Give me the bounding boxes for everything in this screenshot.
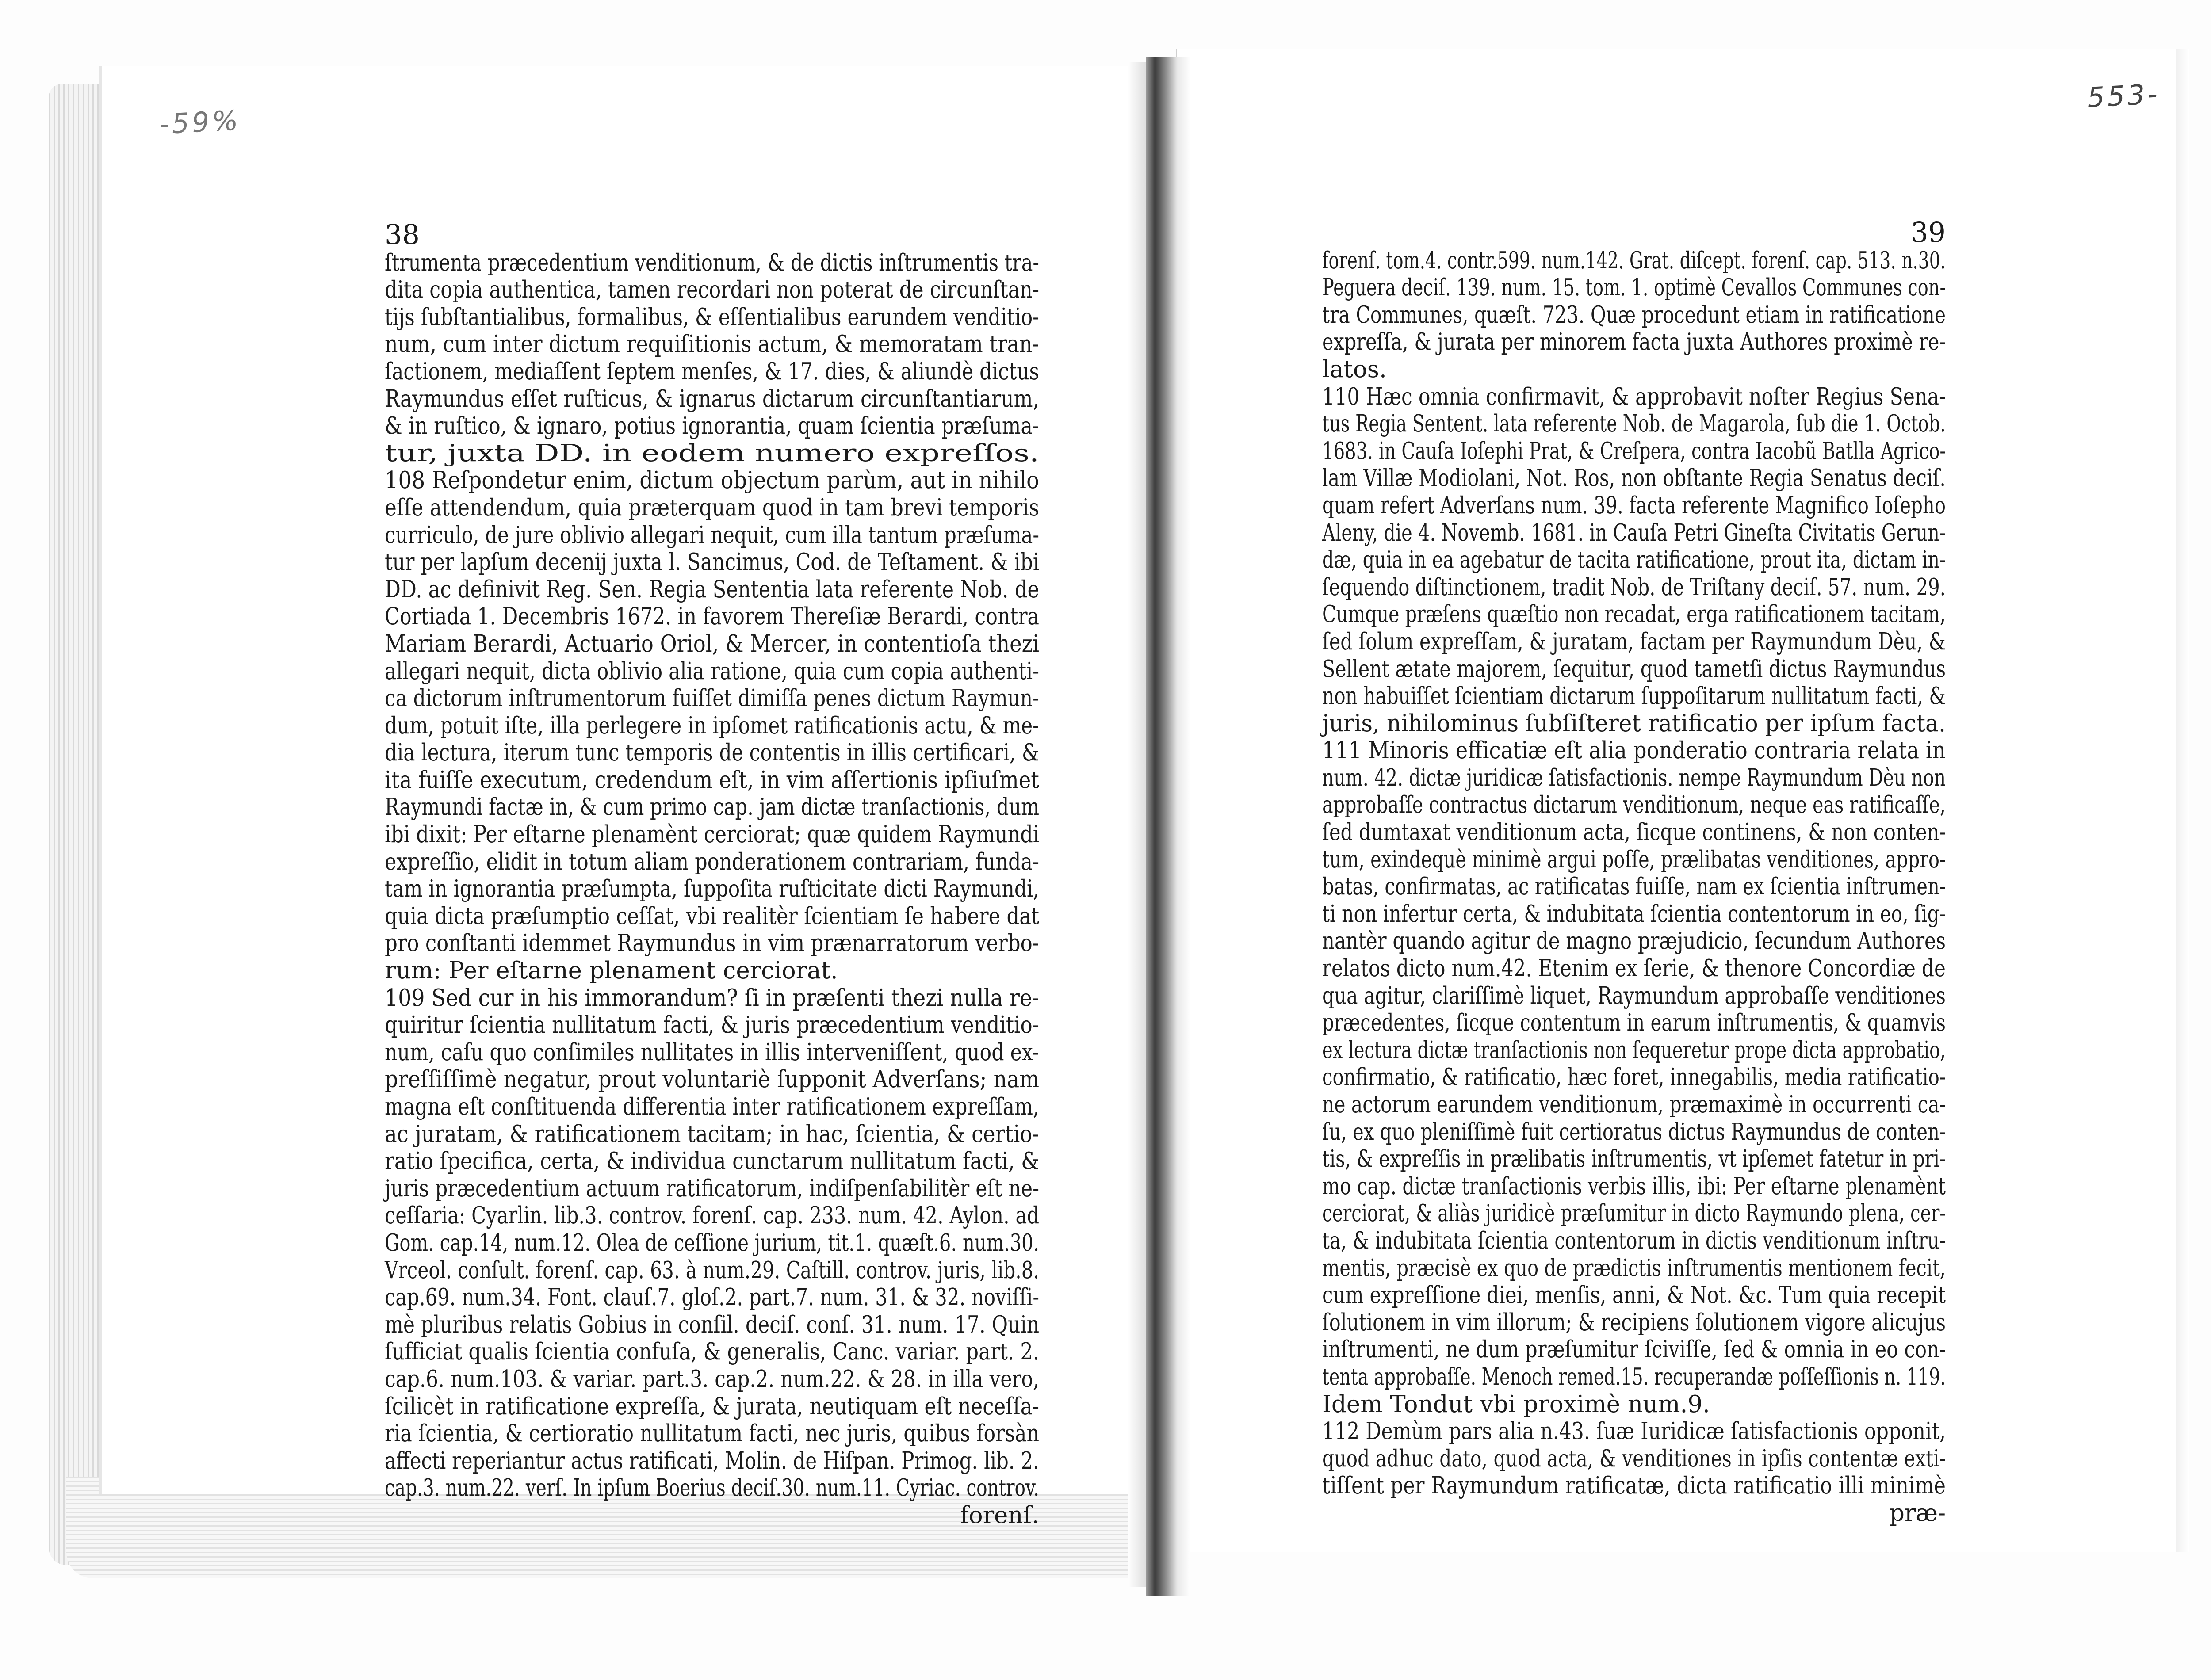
text-line: Cumque præſens quæſtio non recadat, erga ratificationem tacitam, (1322, 601, 1946, 628)
text-line: ne actorum earundem venditionum, præmaximè in occurrenti ca- (1322, 1091, 1946, 1118)
text-line: latos. (1322, 355, 1387, 383)
text-line: cum expreſſione diei, menſis, anni, & Not. &c. Tum quia recepit (1322, 1282, 1946, 1309)
text-line: affecti reperiantur actus ratificati, Molin. de Hiſpan. Primog. lib. 2. (385, 1447, 1039, 1474)
text-line: relatos dicto num.42. Etenim ex ſerie, & thenore Concordiæ de (1322, 955, 1946, 982)
text-line: tur, juxta DD. in eodem numero expreſſos. (385, 439, 1039, 467)
text-line: cap.3. num.22. verſ. In ipſum Boerius deciſ.30. num.11. Cyriac. controv. (385, 1474, 1039, 1502)
text-line: rum: Per eſtarne plenament cerciorat. (385, 957, 838, 985)
text-line: præcedentes, ſicque contentum in earum inſtrumentis, & quamvis (1322, 1009, 1946, 1037)
text-line: tur per lapſum decenij juxta l. Sancimus, Cod. de Teſtament. & ibi (385, 549, 1039, 576)
text-line: inſtrumenti, ne dum præſumitur ſciviſſe, ſed & omnia in eo con- (1322, 1336, 1946, 1363)
text-line: ceſſaria: Cyarlin. lib.3. controv. forenſ. cap. 233. num. 42. Aylon. ad (385, 1202, 1039, 1229)
book-gutter (1146, 57, 1190, 1596)
text-line: ratio ſpecifica, certa, & individua cunctarum nullitatum facti, & (385, 1148, 1039, 1175)
text-line: ſtrumenta præcedentium venditionum, & de dictis inſtrumentis tra- (385, 249, 1039, 276)
text-line: allegari nequit, dicta oblivio alia ratione, quia cum copia authenti- (385, 657, 1039, 685)
text-line: ex lectura dictæ tranſactionis non ſequeretur prope dicta approbatio, (1322, 1036, 1946, 1064)
text-line: cap.6. num.103. & variar. part.3. cap.2. num.22. & 28. in illa vero, (385, 1365, 1039, 1393)
text-line: batas, confirmatas, ac ratificatas fuiſſe, nam ex ſcientia inſtrumen- (1322, 873, 1946, 901)
text-line: Peguera deciſ. 139. num. 15. tom. 1. optimè Cevallos Communes con- (1322, 274, 1946, 302)
text-line: ria ſcientia, & certioratio nullitatum facti, nec juris, quibus forsàn (385, 1420, 1039, 1447)
text-line: tum, exindequè minimè argui poſſe, prælibatas venditiones, appro- (1322, 846, 1946, 873)
text-line: mentis, præcisè ex quo de prædictis inſtrumentis mentionem fecit, (1322, 1254, 1946, 1282)
text-line: non habuiſſet ſcientiam dictarum ſuppoſitarum nullitatum facti, & (1322, 683, 1946, 710)
handwritten-folio-left: -59% (158, 104, 241, 141)
text-line: nantèr quando agitur de magno præjudicio, ſecundum Authores (1322, 928, 1946, 955)
text-line: ibi dixit: Per eſtarne plenamènt cerciorat; quæ quidem Raymundi (385, 821, 1039, 848)
text-line: ca dictorum inſtrumentorum fuiſſet dimiſſa penes dictum Raymun- (385, 685, 1039, 712)
text-line: mè pluribus relatis Gobius in conſil. deciſ. conſ. 31. num. 17. Quin (385, 1311, 1039, 1338)
text-line: Cortiada 1. Decembris 1672. in favorem Thereſiæ Berardi, contra (385, 603, 1039, 630)
text-line: juris, nihilominus ſubſiſteret ratificatio per ipſum facta. (1322, 710, 1946, 737)
text-line: quod adhuc dato, quod acta, & venditiones in ipſis contentæ exti- (1322, 1445, 1946, 1472)
text-line: ta, & indubitata ſcientia contentorum in dictis venditionum inſtru- (1322, 1227, 1946, 1254)
right-page-text (1322, 216, 1946, 1527)
text-line: eſſe attendendum, quia præterquam quod in tam brevi temporis (385, 494, 1039, 521)
text-line: quia dicta præſumptio ceſſat, vbi realitèr ſcientiam ſe habere dat (385, 902, 1039, 930)
text-line: Raymundus eſſet ruſticus, & ignarus dictarum circunſtantiarum, (385, 385, 1039, 412)
text-line: tis, & expreſſis in prælibatis inſtrumentis, vt ipſemet fatetur in pri- (1322, 1145, 1946, 1173)
text-line: juris præcedentium actuum ratificatorum, indiſpenſabilitèr eſt ne- (385, 1175, 1039, 1202)
text-line: Aleny, die 4. Novemb. 1681. in Cauſa Petri Gineſta Civitatis Gerun- (1322, 519, 1946, 546)
text-line: ſufficiat qualis ſcientia confuſa, & generalis, Canc. variar. part. 2. (385, 1338, 1039, 1366)
text-line: expreſſio, elidit in totum aliam ponderationem contrariam, funda- (385, 848, 1039, 875)
text-line: num. 42. dictæ juridicæ ſatisfactionis. nempe Raymundum Dèu non (1322, 764, 1946, 791)
page-number-right: 39 (1911, 216, 1946, 248)
text-line: tiſſent per Raymundum ratificatæ, dicta ratificatio illi minimè (1322, 1472, 1946, 1500)
catchword-right: præ- (1890, 1499, 1946, 1527)
text-line: magna eſt conſtituenda differentia inter ratificationem expreſſam, (385, 1093, 1039, 1120)
text-line: dita copia authentica, tamen recordari non poterat de circunſtan- (385, 276, 1039, 304)
catchword-left: forenſ. (960, 1501, 1039, 1529)
text-line: quam refert Adverſans num. 39. facta referente Magnifico Ioſepho (1322, 492, 1946, 519)
text-line: preſſiſſimè negatur, prout voluntariè ſupponit Adverſans; nam (385, 1066, 1039, 1093)
text-line: cap.69. num.34. Font. clauſ.7. gloſ.2. part.7. num. 31. & 32. noviſſi- (385, 1284, 1039, 1311)
text-line: Sellent ætate majorem, ſequitur, quod tametſi dictus Raymundus (1322, 655, 1946, 683)
text-line: Idem Tondut vbi proximè num.9. (1322, 1390, 1710, 1418)
text-line: 109 Sed cur in his immorandum? ſi in præſenti thezi nulla re- (385, 984, 1039, 1012)
page-stack-edge (49, 84, 102, 1565)
handwritten-folio-right: 553- (2086, 77, 2161, 114)
text-line: qua agitur, clariſſimè liquet, Raymundum approbaſſe venditiones (1322, 982, 1946, 1009)
left-page-text (385, 218, 1039, 1529)
text-line: 112 Demùm pars alia n.43. ſuæ Iuridicæ ſatisfactionis opponit, (1322, 1418, 1946, 1445)
text-line: 110 Hæc omnia confirmavit, & approbavit noſter Regius Sena- (1322, 383, 1946, 410)
text-line: tra Communes, quæſt. 723. Quæ procedunt etiam in ratificatione (1322, 301, 1946, 328)
text-line: 108 Reſpondetur enim, dictum objectum parùm, aut in nihilo (385, 467, 1039, 494)
text-line: ſed ſolum expreſſam, & juratam, factam per Raymundum Dèu, & (1322, 628, 1946, 655)
text-line: Mariam Berardi, Actuario Oriol, & Mercer, in contentioſa thezi (385, 630, 1039, 657)
text-line: forenſ. tom.4. contr.599. num.142. Grat. diſcept. forenſ. cap. 513. n.30. (1322, 247, 1946, 274)
text-line: tenta approbaſſe. Menoch remed.15. recuperandæ poſſeſſionis n. 119. (1322, 1363, 1946, 1390)
text-line: dia lectura, iterum tunc temporis de contentis in illis certificari, & (385, 739, 1039, 767)
text-line: 111 Minoris efficatiæ eſt alia ponderatio contraria relata in (1322, 737, 1946, 764)
text-line: ſequendo diſtinctionem, tradit Nob. de Triſtany deciſ. 57. num. 29. (1322, 573, 1946, 601)
text-line: lam Villæ Modiolani, Not. Ros, non obſtante Regia Senatus deciſ. (1322, 465, 1946, 492)
text-line: approbaſſe contractus dictarum venditionum, neque eas ratificaſſe, (1322, 791, 1946, 819)
text-line: Raymundi factæ in, & cum primo cap. jam dictæ tranſactionis, dum (385, 794, 1039, 821)
text-line: quiritur ſcientia nullitatum facti, & juris præcedentium venditio- (385, 1012, 1039, 1039)
text-line: expreſſa, & jurata per minorem facta juxta Authores proximè re- (1322, 328, 1946, 356)
text-line: ſolutionem in vim illorum; & recipiens ſolutionem vigore alicujus (1322, 1309, 1946, 1336)
text-line: tam in ignorantia præſumpta, ſuppoſita ruſticitate dicti Raymundi, (385, 875, 1039, 903)
left-page-lines (385, 249, 1039, 1502)
text-line: Vrceol. conſult. forenſ. cap. 63. à num.29. Caſtill. controv. juris, lib.8. (385, 1256, 1039, 1284)
text-line: dum, potuit iſte, illa perlegere in ipſomet ratificationis actu, & me- (385, 712, 1039, 739)
text-line: tus Regia Sentent. lata referente Nob. de Magarola, ſub die 1. Octob. (1322, 410, 1946, 438)
text-line: confirmatio, & ratificatio, hæc foret, innegabilis, media ratificatio- (1322, 1064, 1946, 1091)
right-page-lines (1322, 247, 1946, 1500)
text-line: dæ, quia in ea agebatur de tacita ratificatione, prout ita, dictam in- (1322, 546, 1946, 574)
right-page-edge (2176, 49, 2189, 1552)
text-line: tijs ſubſtantialibus, formalibus, & eſſentialibus earundem venditio- (385, 303, 1039, 331)
page-number-left: 38 (385, 218, 420, 251)
text-line: ſcilicèt in ratificatione expreſſa, & jurata, neutiquam eſt neceſſa- (385, 1393, 1039, 1420)
text-line: mo cap. dictæ tranſactionis verbis illis, ibi: Per eſtarne plenamènt (1322, 1172, 1946, 1200)
text-line: num, cum inter dictum requiſitionis actum, & memoratam tran- (385, 331, 1039, 358)
text-line: ita fuiſſe executum, credendum eſt, in vim aſſertionis ipſiuſmet (385, 766, 1039, 794)
text-line: 1683. in Cauſa Ioſephi Prat, & Creſpera, contra Iacobũ Batlla Agrico- (1322, 437, 1946, 465)
text-line: DD. ac definivit Reg. Sen. Regia Sententia lata referente Nob. de (385, 576, 1039, 603)
text-line: ti non infertur certa, & indubitata ſcientia contentorum in eo, ſig- (1322, 900, 1946, 928)
text-line: ſed dumtaxat venditionum acta, ſicque continens, & non conten- (1322, 819, 1946, 846)
text-line: num, caſu quo conſimiles nullitates in illis interveniſſent, quod ex- (385, 1039, 1039, 1066)
text-line: & in ruſtico, & ignaro, potius ignorantia, quam ſcientia præſuma- (385, 412, 1039, 440)
text-line: pro conſtanti idemmet Raymundus in vim prænarratorum verbo- (385, 930, 1039, 957)
text-line: curriculo, de jure oblivio allegari nequit, cum illa tantum præſuma- (385, 521, 1039, 549)
text-line: cerciorat, & aliàs juridicè præſumitur in dicto Raymundo plena, cer- (1322, 1200, 1946, 1227)
text-line: ſu, ex quo pleniſſimè fuit certioratus dictus Raymundus de conten- (1322, 1118, 1946, 1145)
text-line: ſactionem, mediaſſent ſeptem menſes, & 17. dies, & aliundè dictus (385, 358, 1039, 385)
text-line: Gom. cap.14, num.12. Olea de ceſſione jurium, tit.1. quæſt.6. num.30. (385, 1229, 1039, 1256)
text-line: ac juratam, & ratificationem tacitam; in hac, ſcientia, & certio- (385, 1120, 1039, 1148)
